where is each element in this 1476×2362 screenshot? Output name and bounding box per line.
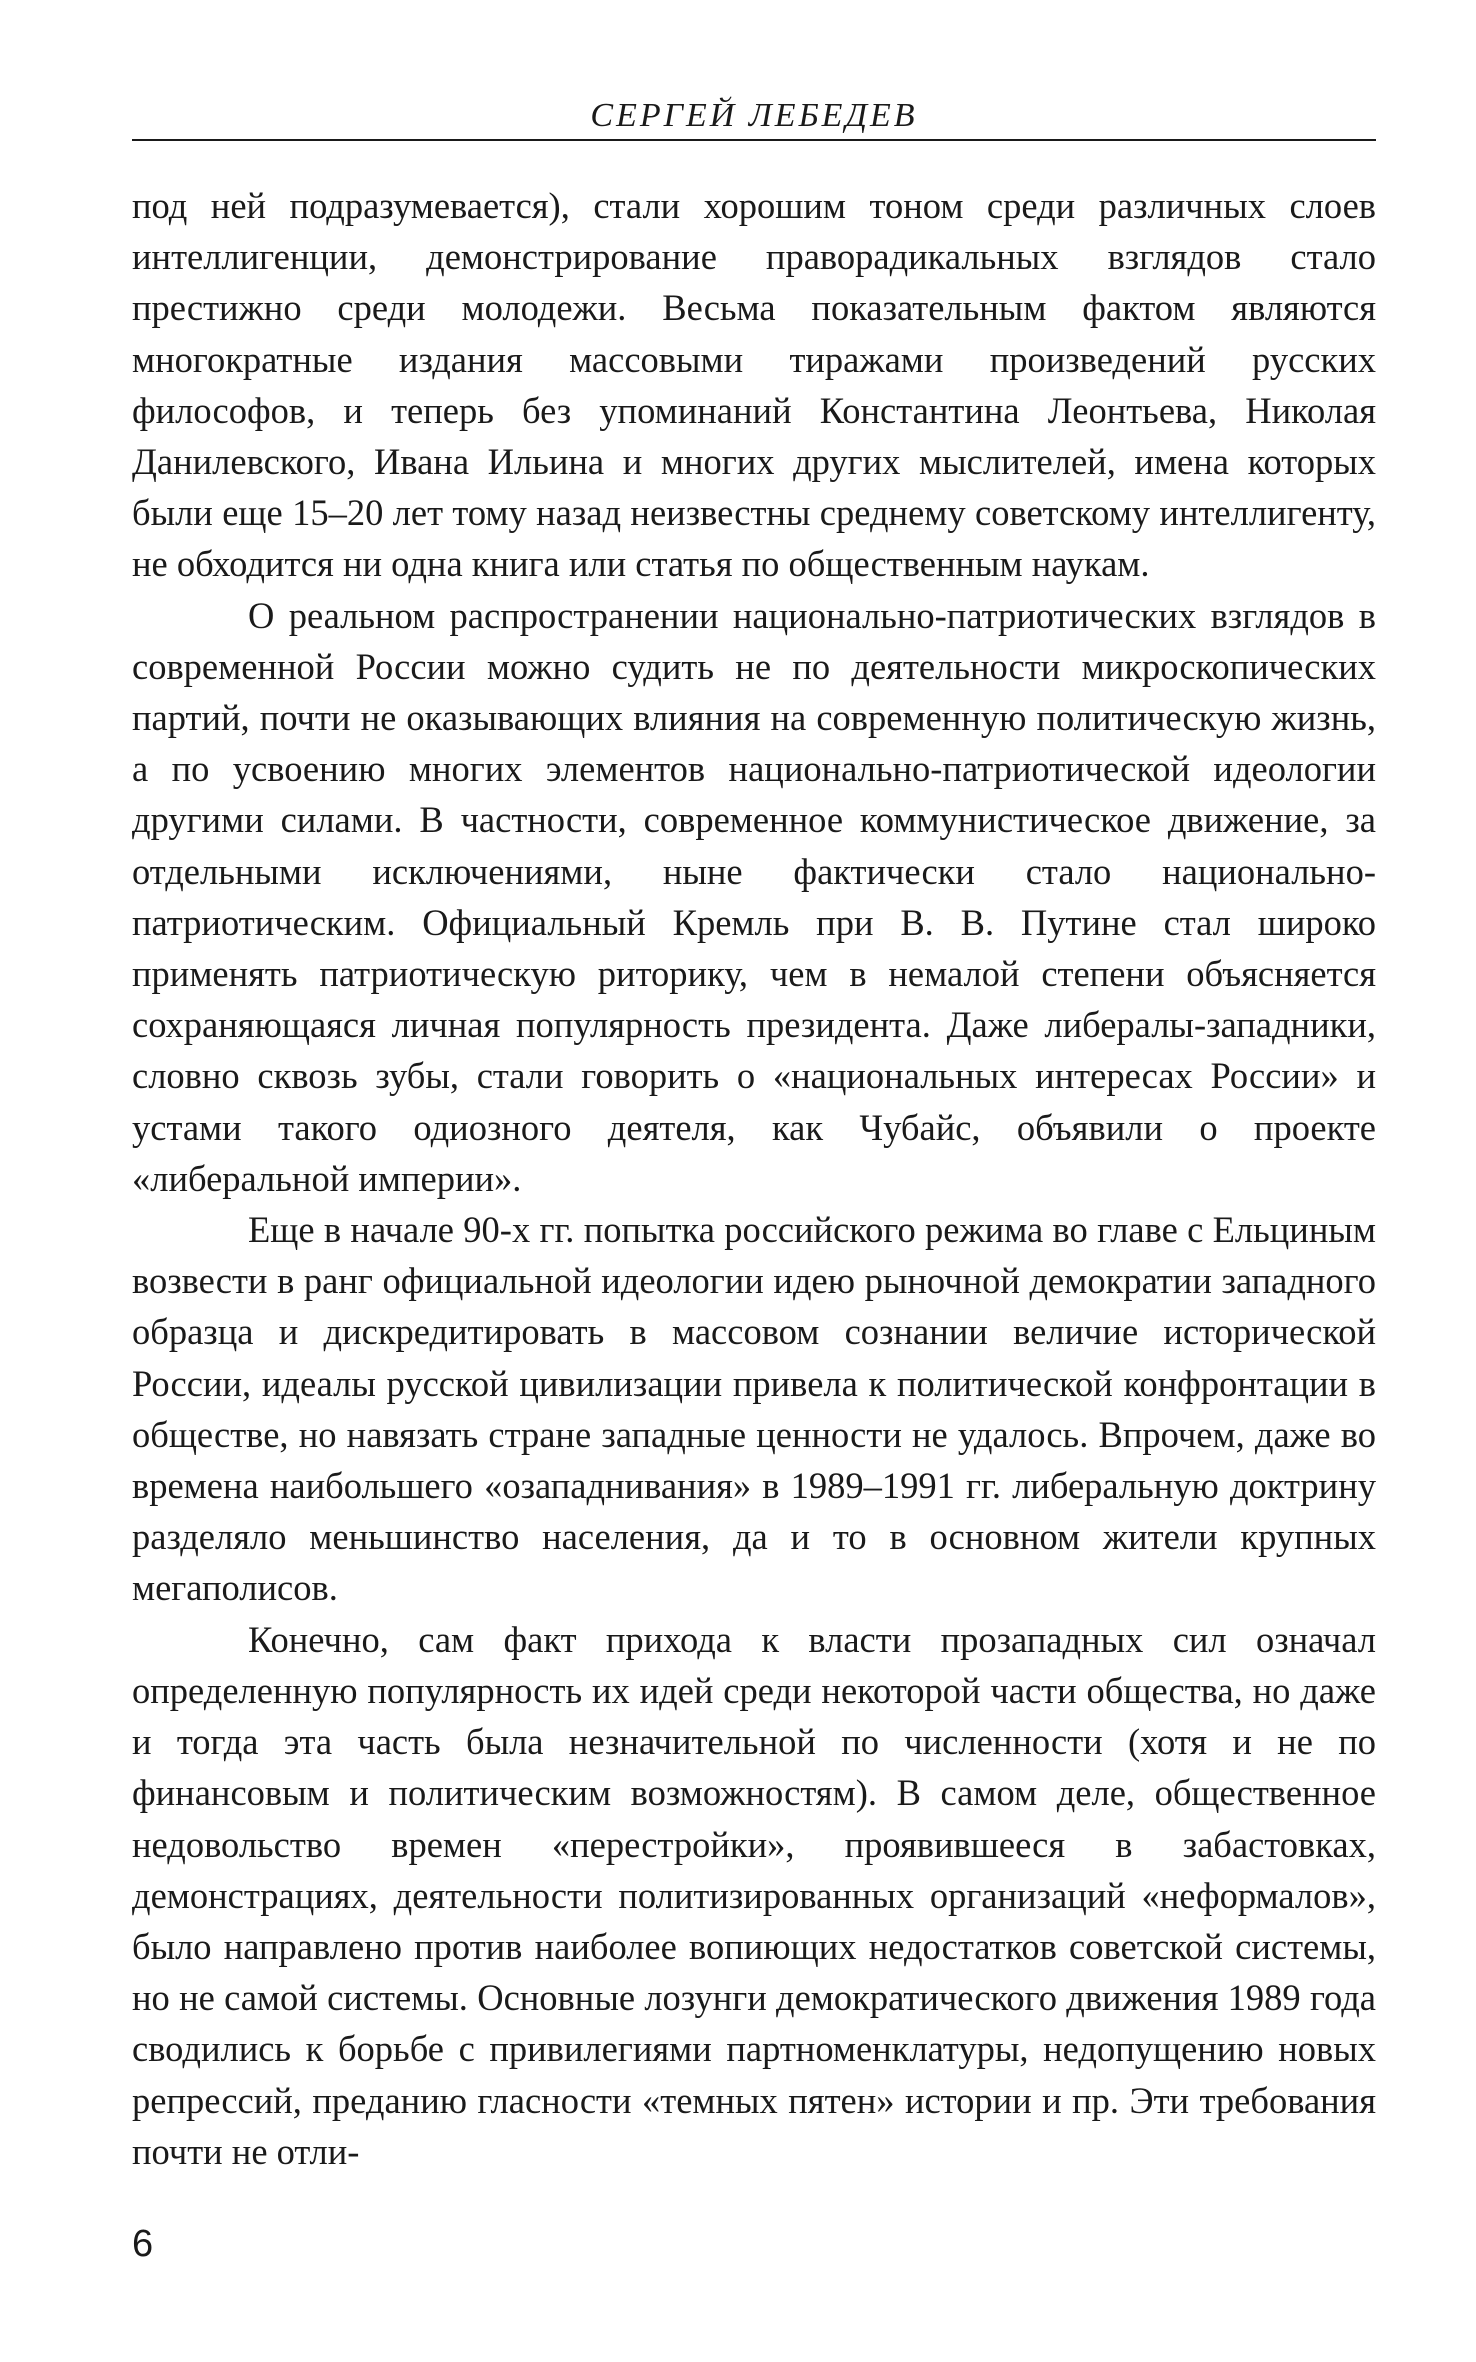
paragraph-4: Конечно, сам факт прихода к власти прозападных сил означал определенную популярность их идей среди некоторой части общества, но даже и тогда эта часть была незначительной по численности (хотя и не по финансовым и политическим возможностям). В самом деле, общественное недовольство времен «перестройки», проявившееся в забастовках, демонстрациях, деятельности политизированных организаций «неформалов», было направлено против наиболее вопиющих недостатков советской системы, но не самой системы. Основные лозунги демократического движения 1989 года сводились к борьбе с привилегиями партноменклатуры, недопущению новых репрессий, преданию гласности «темных пятен» истории и пр. Эти требования почти не отли- [132,1618,1376,2172]
running-head: СЕРГЕЙ ЛЕБЕДЕВ [590,97,918,134]
page-number: 6 [132,2223,154,2265]
paragraph-2: О реальном распространении национально-патриотических взглядов в современной России можно судить не по деятельности микроскопических партий, почти не оказывающих влияния на современную политическую жизнь, а по усвоению многих элементов национально-патриотической идеологии другими силами. В частности, современное коммунистическое движение, за отдельными исключениями, ныне фактически стало национально-патриотическим. Официальный Кремль при В. В. Путине стал широко применять патриотическую риторику, чем в немалой степени объясняется сохраняющаяся личная популярность президента. Даже либералы-западники, словно сквозь зубы, стали говорить о «национальных интересах России» и устами такого одиозного деятеля, как Чубайс, объявили о проекте «либеральной империи». [132,594,1376,1199]
paragraph-1: под ней подразумевается), стали хорошим тоном среди различных слоев интеллигенции, демонстрирование праворадикальных взглядов стало престижно среди молодежи. Весьма показательным фактом являются многократные издания массовыми тиражами произведений русских философов, и теперь без упоминаний Константина Леонтьева, Николая Данилевского, Ивана Ильина и многих других мыслителей, имена которых были еще 15–20 лет тому назад неизвестны среднему советскому интеллигенту, не обходится ни одна книга или статья по общественным наукам. [132,185,1376,585]
body-text [132,180,1376,2177]
paragraph-3: Еще в начале 90-х гг. попытка российского режима во главе с Ельциным возвести в ранг официальной идеологии идею рыночной демократии западного образца и дискредитировать в массовом сознании величие исторической России, идеалы русской цивилизации привела к политической конфронтации в обществе, но навязать стране западные ценности не удалось. Впрочем, даже во времена наибольшего «озападнивания» в 1989–1991 гг. либеральную доктрину разделяло меньшинство населения, да и то в основном жители крупных мегаполисов. [132,1209,1376,1609]
header-rule [132,139,1376,141]
